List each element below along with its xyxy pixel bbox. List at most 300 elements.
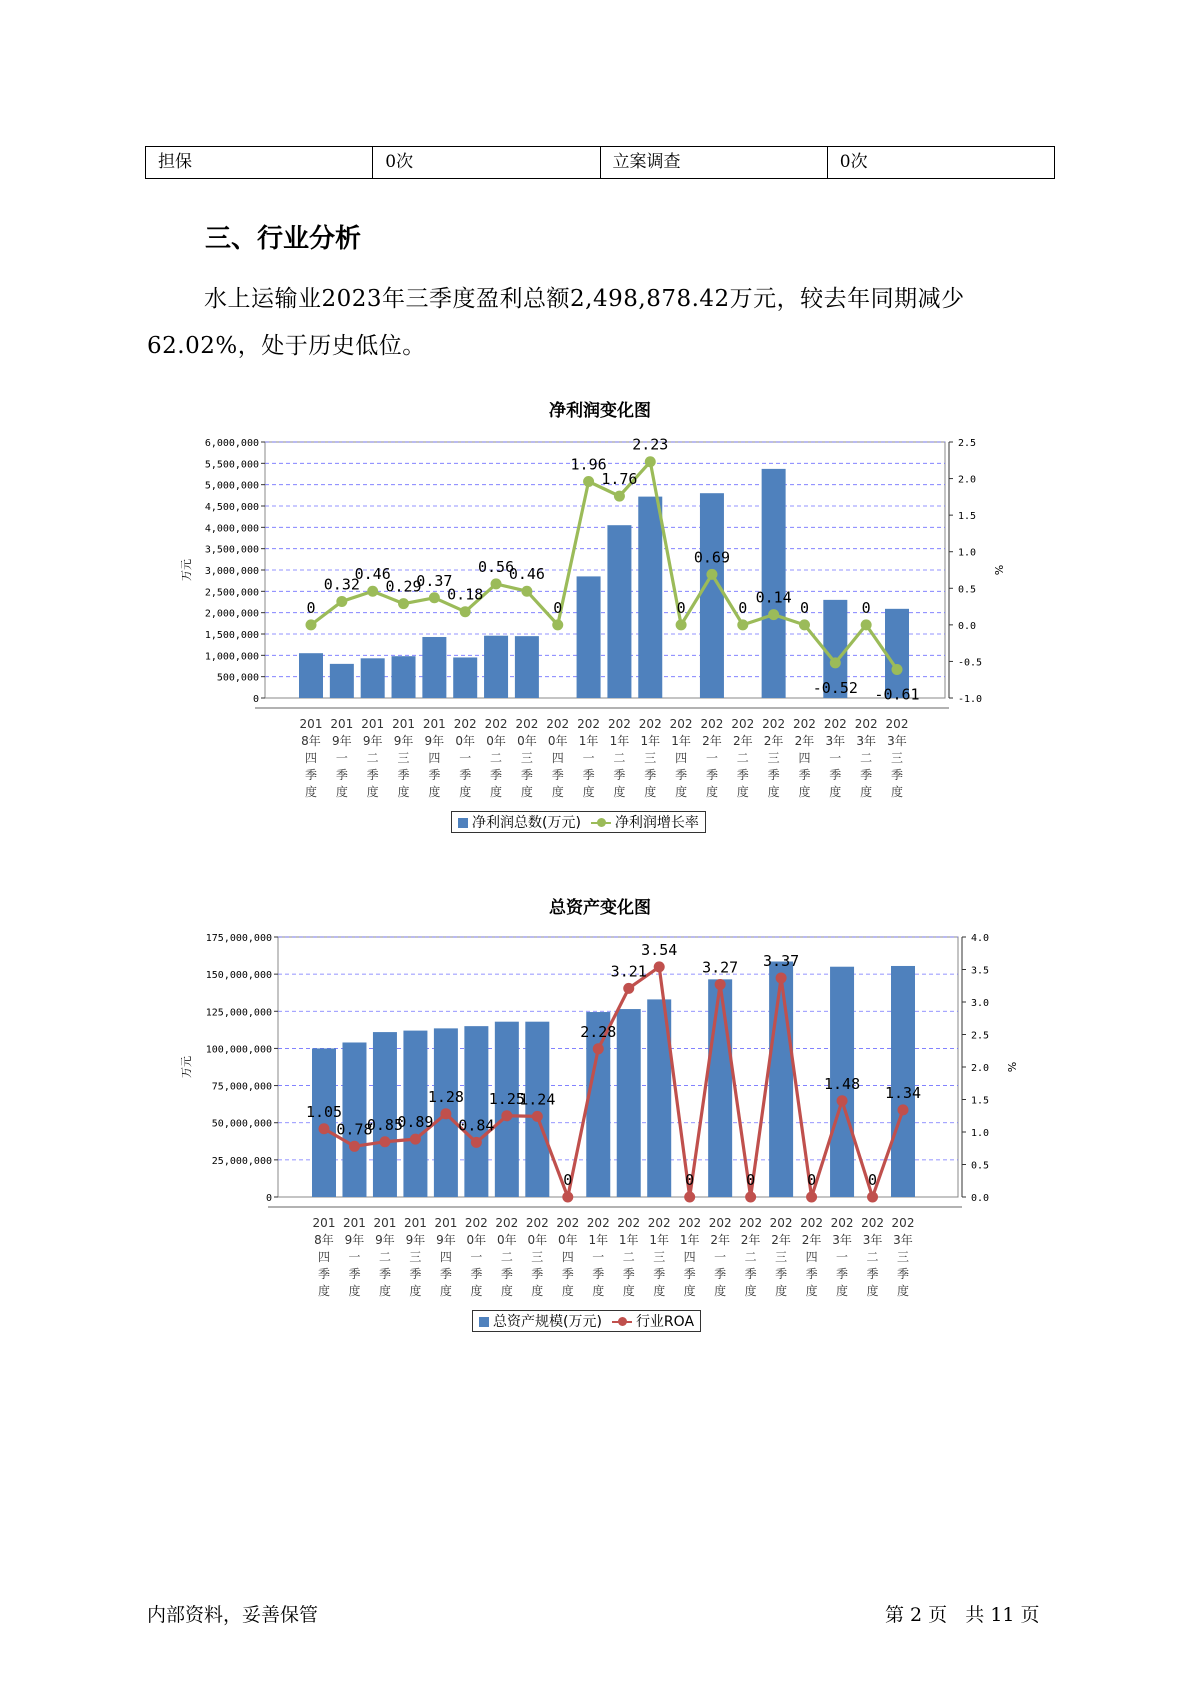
chart2-ytick-label: 100,000,000 [205, 1044, 272, 1056]
chart1-category-label: 四 [798, 751, 811, 765]
chart1-category-label: 202 [515, 717, 539, 731]
table-cell-investigation-count: 0次 [839, 152, 868, 172]
chart1-ytick-label: 2,000,000 [204, 608, 259, 620]
chart1-ytick-label: 6,000,000 [204, 438, 259, 449]
chart1-legend-line-label: 净利润增长率 [614, 815, 699, 831]
chart1-ytick-label: 500,000 [216, 672, 259, 684]
chart2-category-label: 一 [348, 1250, 361, 1264]
table-cell-guarantee-count: 0次 [373, 147, 600, 178]
chart1-data-label: 2.23 [632, 435, 669, 454]
chart1-category-label: 度 [860, 785, 873, 799]
chart1-category-label: 9年 [332, 734, 352, 748]
chart1-data-label: 0.69 [693, 548, 731, 567]
chart1-category-label: 季 [860, 768, 873, 782]
chart2-data-label: 1.05 [305, 1102, 343, 1121]
chart2-data-label: 1.28 [427, 1087, 464, 1106]
chart1-category-label: 季 [459, 768, 472, 782]
chart1-category-label: 三 [644, 751, 657, 765]
chart2-category-label: 三 [896, 1250, 910, 1264]
chart1-y2tick-label: 1.5 [958, 511, 977, 523]
chart1-legend-bar-label: 净利润总数(万元) [472, 815, 581, 831]
chart1-category-label: 202 [885, 717, 909, 731]
chart2-category-label: 3年 [893, 1233, 913, 1247]
chart1-category-label: 202 [762, 717, 786, 731]
chart1-ytick-label: 5,500,000 [204, 459, 259, 471]
chart1-category-label: 202 [484, 717, 508, 731]
chart1-category-label: 季 [335, 768, 348, 782]
chart2-y2tick-label: 1.0 [971, 1128, 990, 1139]
chart2-category-label: 202 [708, 1216, 732, 1230]
chart2-category-label: 三 [531, 1250, 544, 1264]
chart1-category-label: 201 [361, 717, 385, 731]
chart2-line-point [471, 1137, 482, 1148]
chart2-ytick-label: 0 [265, 1193, 272, 1204]
chart2-data-label: 3.27 [702, 958, 739, 977]
chart2-category-label: 三 [653, 1250, 666, 1264]
chart1-category-label: 度 [551, 785, 564, 799]
chart1-category-label: 三 [397, 751, 410, 765]
chart1-category-label: 0年 [547, 734, 568, 748]
chart2-category-label: 度 [622, 1284, 635, 1298]
chart2-category-label: 度 [896, 1284, 910, 1298]
chart2-line-point [684, 1192, 695, 1203]
chart2-category-label: 季 [500, 1267, 513, 1281]
chart2-category-label: 1年 [679, 1233, 700, 1247]
chart2-category-label: 季 [866, 1267, 879, 1281]
chart1-category-label: 1年 [578, 734, 599, 748]
chart2-category-label: 四 [561, 1250, 574, 1264]
chart2-bar [495, 1022, 519, 1197]
chart2-category-label: 度 [561, 1284, 574, 1298]
chart1-title: 净利润变化图 [549, 401, 651, 421]
chart2-legend-line [612, 1311, 694, 1331]
chart2-category-label: 202 [647, 1216, 671, 1230]
chart2-category-label: 201 [312, 1216, 336, 1230]
chart2-legend-line-label: 行业ROA [635, 1314, 695, 1330]
chart2-line-point [654, 961, 665, 972]
chart1-category-label: 2年 [732, 734, 753, 748]
chart2-data-label: 3.54 [641, 940, 678, 959]
chart2-data-label: 0 [746, 1171, 756, 1189]
chart2-category-label: 度 [348, 1284, 361, 1298]
chart1-category-label: 度 [582, 785, 595, 799]
chart1-category-label: 季 [798, 768, 811, 782]
chart2-line-point [776, 972, 787, 983]
chart2-category-label: 0年 [527, 1233, 548, 1247]
chart2-category-label: 二 [622, 1250, 635, 1264]
chart2-line-point [349, 1141, 360, 1152]
chart2-line-point [623, 983, 634, 994]
chart1-data-label: 0 [799, 598, 809, 617]
chart2-ytick-label: 25,000,000 [211, 1155, 272, 1167]
chart2-category-label: 四 [317, 1250, 331, 1264]
chart2-ytick-label: 150,000,000 [205, 970, 272, 982]
chart2-ytick-label: 75,000,000 [211, 1081, 272, 1093]
chart2-bar [617, 1009, 641, 1197]
chart2-category-label: 202 [586, 1216, 610, 1230]
chart2-category-label: 度 [592, 1284, 605, 1298]
chart1-category-label: 三 [890, 751, 904, 765]
legend-bar-swatch-icon [479, 1317, 489, 1327]
chart1-category-label: 3年 [856, 734, 876, 748]
chart1-y2label: % [992, 564, 1005, 576]
chart1-category-label: 季 [490, 768, 503, 782]
chart1-category-label: 季 [366, 768, 379, 782]
chart1-category-label: 1年 [671, 734, 691, 748]
table-cell-guarantee-label: 担保 [146, 147, 373, 178]
chart1-category-label: 度 [890, 785, 904, 799]
chart2-category-label: 季 [470, 1267, 483, 1281]
chart2-data-label: 0 [685, 1171, 695, 1189]
chart2-category-label: 202 [678, 1216, 702, 1230]
chart1-category-label: 度 [736, 785, 749, 799]
chart2-category-label: 二 [500, 1250, 513, 1264]
chart2-data-label: 3.37 [763, 951, 800, 970]
chart2-category-label: 一 [714, 1250, 727, 1264]
chart2-category-label: 度 [500, 1284, 513, 1298]
chart2-data-label: 1.25 [488, 1089, 525, 1108]
chart2-category-label: 季 [896, 1267, 910, 1281]
chart1-data-label: 0.37 [416, 571, 453, 590]
chart1-category-label: 9年 [424, 734, 445, 748]
chart1-category-label: 二 [366, 751, 379, 765]
chart2-legend [472, 1310, 701, 1332]
chart2-line-point [532, 1111, 543, 1122]
chart1-category-label: 9年 [362, 734, 383, 748]
chart2-category-label: 度 [470, 1284, 483, 1298]
chart1-category-label: 3年 [825, 734, 846, 748]
chart2-category-label: 201 [373, 1216, 397, 1230]
chart1-data-label: 0 [676, 598, 686, 617]
chart2-category-label: 二 [866, 1250, 879, 1264]
chart1-category-label: 二 [490, 751, 503, 765]
chart2-data-label: 0 [868, 1171, 878, 1189]
chart1-category-label: 季 [551, 768, 564, 782]
chart2-data-label: 0 [563, 1171, 573, 1189]
chart2-line-point [898, 1104, 909, 1115]
chart1-category-label: 202 [700, 717, 724, 731]
chart1-category-label: 202 [731, 717, 755, 731]
chart2-category-label: 一 [592, 1250, 605, 1264]
chart2-y2tick-label: 3.0 [971, 998, 990, 1009]
chart2-line-point [593, 1043, 604, 1054]
chart2-category-label: 季 [378, 1267, 391, 1281]
chart1-category-label: 度 [705, 785, 718, 799]
chart1-ytick-label: 2,500,000 [204, 587, 259, 599]
chart1-y2tick-label: 0.5 [958, 584, 977, 596]
chart2-category-label: 2年 [801, 1233, 822, 1247]
chart2-category-label: 季 [317, 1267, 331, 1281]
chart2-category-label: 度 [683, 1284, 696, 1298]
chart1-category-label: 二 [860, 751, 873, 765]
chart2-category-label: 202 [739, 1216, 763, 1230]
chart2-category-label: 202 [464, 1216, 488, 1230]
chart2-category-label: 二 [378, 1250, 391, 1264]
chart1-category-label: 三 [520, 751, 533, 765]
chart2-category-label: 季 [653, 1267, 666, 1281]
chart2-category-label: 度 [439, 1284, 452, 1298]
chart1-category-label: 度 [335, 785, 348, 799]
chart1-category-label: 202 [793, 717, 816, 731]
chart2-category-label: 202 [830, 1216, 854, 1230]
chart2-category-label: 202 [556, 1216, 580, 1230]
chart2-category-label: 季 [836, 1267, 849, 1281]
chart2-category-label: 0年 [466, 1233, 487, 1247]
chart2-category-label: 3年 [862, 1233, 883, 1247]
chart2-category-label: 季 [714, 1267, 727, 1281]
chart2-line-point [501, 1110, 512, 1121]
chart2-line-point [867, 1192, 878, 1203]
chart2-category-label: 季 [805, 1267, 818, 1281]
chart1-category-label: 201 [392, 717, 415, 731]
chart1-category-label: 202 [823, 717, 847, 731]
chart2-line-point [837, 1095, 848, 1106]
chart1-category-label: 202 [854, 717, 878, 731]
chart1-category-label: 度 [798, 785, 811, 799]
chart1-ytick-label: 3,000,000 [204, 566, 259, 577]
chart1-data-label: 0.14 [755, 588, 792, 607]
chart2-data-label: 0.85 [366, 1115, 404, 1134]
chart2-category-label: 季 [409, 1267, 422, 1281]
chart1-category-label: 四 [551, 751, 564, 765]
chart1-category-label: 季 [304, 768, 318, 782]
chart1-data-label: 0 [738, 598, 748, 617]
chart2-category-label: 季 [561, 1267, 574, 1281]
chart2-y2tick-label: 1.5 [971, 1095, 990, 1107]
chart1-data-label: 0 [306, 598, 316, 617]
chart2-category-label: 202 [861, 1216, 884, 1230]
chart1-category-label: 一 [459, 751, 472, 765]
chart2-data-label: 3.21 [610, 962, 647, 981]
chart1-data-label: -0.61 [874, 685, 920, 704]
chart2-category-label: 度 [714, 1284, 727, 1298]
chart1-category-label: 度 [767, 785, 780, 799]
chart1-y2tick-label: 2.5 [958, 438, 977, 449]
chart2-ytick-label: 125,000,000 [205, 1007, 272, 1019]
chart1-category-label: 度 [613, 785, 626, 799]
chart1-ytick-label: 4,500,000 [204, 502, 259, 513]
chart2-category-label: 1年 [649, 1233, 670, 1247]
chart2-category-label: 季 [348, 1267, 361, 1281]
chart2-title: 总资产变化图 [549, 898, 651, 918]
chart2-data-label: 1.48 [823, 1074, 861, 1093]
chart2-category-label: 9年 [405, 1233, 426, 1247]
chart1-ylabel: 万元 [180, 559, 193, 581]
chart2-category-label: 一 [836, 1250, 849, 1264]
chart2-category-label: 202 [800, 1216, 824, 1230]
chart2-category-label: 9年 [375, 1233, 395, 1247]
chart2-legend-bar [479, 1311, 602, 1331]
chart2-ylabel: 万元 [180, 1056, 193, 1078]
chart1-category-label: 202 [453, 717, 477, 731]
chart1-ytick-label: 4,000,000 [204, 523, 259, 535]
chart1-data-label: 1.76 [601, 470, 638, 489]
chart1-category-label: 季 [890, 768, 904, 782]
chart1-y2tick-label: 1.0 [958, 547, 977, 559]
chart2-bar [312, 1048, 336, 1197]
chart2-category-label: 度 [378, 1284, 391, 1298]
chart2-data-label: 0.89 [397, 1113, 434, 1132]
chart1-category-label: 度 [428, 785, 441, 799]
chart2-category-label: 9年 [344, 1233, 365, 1247]
chart2-line-point [562, 1192, 573, 1203]
chart2-category-label: 四 [683, 1250, 696, 1264]
chart2-category-label: 度 [866, 1284, 879, 1298]
chart2-bar [891, 966, 915, 1197]
chart2-category-label: 2年 [771, 1233, 791, 1247]
chart2-y2label: % [1005, 1061, 1018, 1073]
chart2-category-label: 202 [769, 1216, 793, 1230]
chart2-data-label: 1.24 [519, 1090, 556, 1109]
chart2-category-label: 二 [744, 1250, 757, 1264]
chart2-category-label: 季 [775, 1267, 788, 1281]
chart1-data-label: 0 [861, 598, 871, 617]
chart2-category-label: 1年 [618, 1233, 639, 1247]
chart2-bar [525, 1022, 549, 1197]
chart1-category-label: 四 [428, 751, 441, 765]
chart2-line-point [410, 1134, 421, 1145]
chart2-line-point [319, 1123, 330, 1134]
chart2-category-label: 度 [653, 1284, 666, 1298]
chart2-category-label: 四 [439, 1250, 452, 1264]
chart2-y2tick-label: 2.0 [971, 1063, 990, 1074]
chart1-ytick-label: 3,500,000 [204, 544, 259, 556]
chart2-category-label: 三 [409, 1250, 422, 1264]
chart2-category-label: 202 [891, 1216, 915, 1230]
chart1-category-label: 度 [397, 785, 410, 799]
chart2-category-label: 8年 [314, 1233, 334, 1247]
chart1-category-label: 四 [675, 751, 688, 765]
chart1-category-label: 季 [767, 768, 780, 782]
chart1-y2tick-label: 2.0 [958, 474, 977, 486]
chart2-legend-bar-label: 总资产规模(万元) [493, 1314, 602, 1330]
chart1-data-label: 0.29 [385, 577, 422, 596]
chart2-bar [769, 962, 793, 1197]
chart1-category-label: 201 [330, 717, 354, 731]
chart2-category-label: 四 [805, 1250, 818, 1264]
chart1-category-label: 0年 [455, 734, 476, 748]
chart1-data-label: 0.32 [323, 575, 360, 594]
chart2-data-label: 1.34 [884, 1083, 922, 1102]
chart1-category-label: 一 [705, 751, 718, 765]
chart1-category-label: 202 [607, 717, 631, 731]
chart2-category-label: 202 [495, 1216, 519, 1230]
chart2-category-label: 202 [525, 1216, 549, 1230]
chart1-data-label: 0.56 [477, 557, 515, 576]
chart2-category-label: 季 [683, 1267, 696, 1281]
chart2-category-label: 度 [317, 1284, 331, 1298]
chart1-category-label: 度 [490, 785, 503, 799]
chart2-category-label: 季 [531, 1267, 544, 1281]
chart2-category-label: 度 [744, 1284, 757, 1298]
chart2-y2tick-label: 0.0 [971, 1193, 990, 1204]
chart2-line-point [379, 1136, 390, 1147]
chart2-category-label: 度 [805, 1284, 818, 1298]
chart2-category-label: 2年 [710, 1233, 730, 1247]
chart1-category-label: 季 [428, 768, 441, 782]
chart1-category-label: 季 [829, 768, 842, 782]
chart1-category-label: 1年 [640, 734, 661, 748]
chart2-category-label: 季 [744, 1267, 757, 1281]
chart1-category-label: 0年 [486, 734, 506, 748]
chart2-category-label: 0年 [497, 1233, 517, 1247]
chart2-ytick-label: 175,000,000 [205, 933, 272, 944]
chart1-category-label: 季 [520, 768, 533, 782]
chart2-category-label: 一 [470, 1250, 483, 1264]
chart1-category-label: 201 [422, 717, 446, 731]
chart2-y2tick-label: 4.0 [971, 933, 990, 944]
chart2-y2tick-label: 3.5 [971, 965, 990, 977]
chart2-category-label: 季 [622, 1267, 635, 1281]
chart2-bar [464, 1026, 488, 1197]
chart1-category-label: 0年 [517, 734, 537, 748]
chart2-data-label: 0.84 [458, 1116, 495, 1135]
section-heading: 三、行业分析 [205, 224, 362, 254]
chart2-category-label: 季 [592, 1267, 605, 1281]
chart1-ytick-label: 0 [252, 694, 259, 705]
chart2-category-label: 9年 [436, 1233, 456, 1247]
chart1-category-label: 2年 [763, 734, 784, 748]
chart1-ytick-label: 5,000,000 [204, 480, 259, 492]
footer-left: 内部资料，妥善保管 [147, 1604, 319, 1626]
chart1-data-label: 1.96 [570, 455, 607, 474]
chart1-data-label: 0 [553, 598, 563, 617]
chart1-category-label: 202 [577, 717, 601, 731]
chart2-category-label: 3年 [832, 1233, 852, 1247]
chart1-category-label: 季 [736, 768, 749, 782]
chart1-category-label: 3年 [887, 734, 907, 748]
chart1-category-label: 季 [644, 768, 657, 782]
chart1-ytick-label: 1,500,000 [204, 630, 259, 641]
chart2-category-label: 1年 [588, 1233, 609, 1247]
chart1-category-label: 季 [675, 768, 688, 782]
chart2-data-label: 0 [807, 1171, 817, 1189]
chart1-category-label: 度 [459, 785, 472, 799]
chart1-category-label: 202 [546, 717, 570, 731]
chart1-data-label: 0.46 [508, 565, 545, 584]
chart2-category-label: 202 [617, 1216, 641, 1230]
footer-page-number: 第 2 页 共 11 页 [885, 1604, 1040, 1626]
chart1-ytick-label: 1,000,000 [204, 651, 259, 663]
chart2-ytick-label: 50,000,000 [211, 1118, 272, 1130]
chart2-line-point [806, 1192, 817, 1203]
chart2-line-point [440, 1108, 451, 1119]
chart1-category-label: 201 [299, 717, 323, 731]
analysis-paragraph: 水上运输业2023年三季度盈利总额2,498,878.42万元，较去年同期减少62.02%，处于历史低位。 [147, 286, 965, 359]
legend-line-marker-icon [612, 1321, 632, 1323]
chart1-category-label: 2年 [794, 734, 815, 748]
chart2-line-point [745, 1192, 756, 1203]
chart1-category-label: 度 [829, 785, 842, 799]
chart2-category-label: 度 [531, 1284, 544, 1298]
chart1-category-label: 9年 [393, 734, 414, 748]
chart1-category-label: 202 [669, 717, 693, 731]
chart2-bar [373, 1032, 397, 1197]
chart1-category-label: 季 [705, 768, 718, 782]
chart2-category-label: 201 [403, 1216, 427, 1230]
chart1-data-label: 0.18 [447, 585, 484, 604]
chart2-category-label: 度 [775, 1284, 788, 1298]
chart1-y2tick-label: -1.0 [958, 694, 983, 705]
chart2-category-label: 2年 [740, 1233, 761, 1247]
chart2-category-label: 201 [343, 1216, 366, 1230]
chart1-y2tick-label: -0.5 [958, 657, 983, 669]
chart2-data-label: 0.78 [336, 1120, 373, 1139]
chart1-category-label: 一 [582, 751, 595, 765]
chart1-category-label: 一 [335, 751, 348, 765]
chart1-category-label: 一 [829, 751, 842, 765]
chart2-line-point [715, 979, 726, 990]
